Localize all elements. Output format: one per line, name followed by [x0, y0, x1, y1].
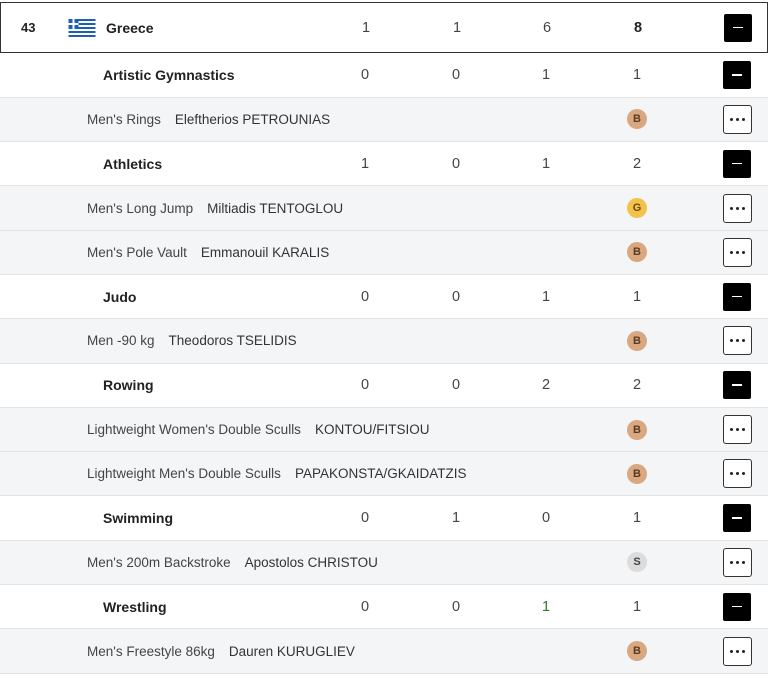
- bronze-medal-icon: B: [627, 242, 647, 262]
- event-row: [0, 408, 768, 452]
- sport-row[interactable]: [0, 275, 768, 319]
- sport-bronze-count: 1: [541, 67, 551, 84]
- sport-name: Artistic Gymnastics: [103, 67, 235, 84]
- athlete-name: Eleftherios PETROUNIAS: [174, 111, 331, 127]
- sport-row[interactable]: [0, 54, 768, 98]
- sport-bronze-count: 0: [541, 510, 551, 527]
- event-label: [87, 112, 330, 127]
- event-row: [0, 452, 768, 496]
- sport-silver-count: 0: [451, 377, 461, 394]
- event-row: [0, 629, 768, 673]
- event-label: [87, 333, 297, 348]
- more-options-button[interactable]: [723, 459, 752, 488]
- minus-icon: [733, 27, 743, 29]
- event-row: [0, 541, 768, 585]
- country-row-greece[interactable]: [0, 2, 768, 53]
- dot-icon: [742, 650, 745, 653]
- dot-icon: [730, 251, 733, 254]
- dot-icon: [736, 472, 739, 475]
- silver-medal-icon: S: [627, 552, 647, 572]
- dot-icon: [742, 118, 745, 121]
- sport-gold-count: 0: [360, 377, 370, 394]
- sport-bronze-count: 1: [541, 598, 551, 615]
- sport-gold-count: 0: [360, 288, 370, 305]
- dot-icon: [742, 428, 745, 431]
- event-name: Men's Long Jump: [87, 200, 194, 216]
- sport-row[interactable]: [0, 585, 768, 629]
- event-name: Men -90 kg: [87, 333, 155, 349]
- country-rank: 43: [21, 20, 36, 35]
- collapse-sport-button[interactable]: [723, 593, 751, 621]
- event-name: Men's Freestyle 86kg: [87, 643, 215, 659]
- minus-icon: [732, 606, 742, 608]
- event-row: [0, 231, 768, 275]
- dot-icon: [742, 207, 745, 210]
- collapse-sport-button[interactable]: [723, 371, 751, 399]
- dot-icon: [730, 207, 733, 210]
- dot-icon: [730, 561, 733, 564]
- dot-icon: [736, 650, 739, 653]
- sport-name: Swimming: [103, 510, 174, 527]
- athlete-name: Emmanouil KARALIS: [200, 244, 330, 260]
- bronze-medal-icon: B: [627, 109, 647, 129]
- country-total-count: 8: [633, 19, 643, 36]
- dot-icon: [736, 428, 739, 431]
- sport-gold-count: 0: [360, 598, 370, 615]
- gold-medal-icon: G: [627, 198, 647, 218]
- sport-gold-count: 0: [360, 67, 370, 84]
- event-label: [87, 466, 466, 481]
- dot-icon: [736, 251, 739, 254]
- event-name: Lightweight Men's Double Sculls: [87, 466, 281, 482]
- more-options-button[interactable]: [723, 326, 752, 355]
- dot-icon: [736, 207, 739, 210]
- country-gold-count: 1: [361, 19, 371, 36]
- minus-icon: [732, 517, 742, 519]
- sport-bronze-count: 1: [541, 155, 551, 172]
- sport-total-count: 1: [632, 288, 642, 305]
- event-name: Lightweight Women's Double Sculls: [87, 422, 301, 438]
- bronze-medal-icon: B: [627, 331, 647, 351]
- event-name: Men's 200m Backstroke: [87, 554, 231, 570]
- athlete-name: Theodoros TSELIDIS: [168, 333, 297, 349]
- sport-total-count: 2: [632, 155, 642, 172]
- more-options-button[interactable]: [723, 194, 752, 223]
- event-label: [87, 644, 355, 659]
- athlete-name: KONTOU/FITSIOU: [314, 422, 430, 438]
- sport-total-count: 2: [632, 377, 642, 394]
- bronze-medal-icon: B: [627, 464, 647, 484]
- sport-name: Rowing: [103, 377, 154, 394]
- athlete-name: Apostolos CHRISTOU: [244, 554, 378, 570]
- sport-silver-count: 0: [451, 598, 461, 615]
- sport-silver-count: 0: [451, 288, 461, 305]
- event-row: [0, 98, 768, 142]
- more-options-button[interactable]: [723, 637, 752, 666]
- sport-row[interactable]: [0, 364, 768, 408]
- event-name: Men's Rings: [87, 111, 161, 127]
- collapse-sport-button[interactable]: [723, 150, 751, 178]
- athlete-name: Miltiadis TENTOGLOU: [207, 200, 344, 216]
- more-options-button[interactable]: [723, 238, 752, 267]
- sport-silver-count: 0: [451, 155, 461, 172]
- sport-total-count: 1: [632, 510, 642, 527]
- event-row: [0, 186, 768, 230]
- minus-icon: [732, 296, 742, 298]
- dot-icon: [736, 118, 739, 121]
- country-silver-count: 1: [452, 19, 462, 36]
- country-name: Greece: [106, 19, 154, 36]
- event-label: [87, 245, 329, 260]
- sport-gold-count: 0: [360, 510, 370, 527]
- event-label: [87, 201, 343, 216]
- collapse-sport-button[interactable]: [723, 61, 751, 89]
- sport-total-count: 1: [632, 598, 642, 615]
- minus-icon: [732, 384, 742, 386]
- dot-icon: [742, 251, 745, 254]
- greece-flag-icon: [68, 19, 96, 37]
- sport-bronze-count: 1: [541, 288, 551, 305]
- athlete-name: PAPAKONSTA/GKAIDATZIS: [294, 466, 467, 482]
- sport-gold-count: 1: [360, 155, 370, 172]
- sport-silver-count: 0: [451, 67, 461, 84]
- sport-total-count: 1: [632, 67, 642, 84]
- more-options-button[interactable]: [723, 105, 752, 134]
- sport-row[interactable]: [0, 497, 768, 541]
- dot-icon: [730, 339, 733, 342]
- bronze-medal-icon: B: [627, 641, 647, 661]
- athlete-name: Dauren KURUGLIEV: [228, 643, 355, 659]
- bronze-medal-icon: B: [627, 420, 647, 440]
- event-row: [0, 319, 768, 363]
- event-label: [87, 422, 429, 437]
- dot-icon: [730, 118, 733, 121]
- event-label: [87, 555, 378, 570]
- more-options-button[interactable]: [723, 548, 752, 577]
- minus-icon: [732, 163, 742, 165]
- dot-icon: [736, 561, 739, 564]
- dot-icon: [730, 650, 733, 653]
- more-options-button[interactable]: [723, 415, 752, 444]
- country-bronze-count: 6: [542, 19, 552, 36]
- collapse-sport-button[interactable]: [723, 504, 751, 532]
- event-name: Men's Pole Vault: [87, 244, 187, 260]
- sport-row[interactable]: [0, 142, 768, 186]
- collapse-sport-button[interactable]: [723, 283, 751, 311]
- sport-bronze-count: 2: [541, 377, 551, 394]
- dot-icon: [742, 339, 745, 342]
- dot-icon: [730, 472, 733, 475]
- sport-name: Judo: [103, 288, 137, 305]
- sport-name: Athletics: [103, 155, 163, 172]
- dot-icon: [736, 339, 739, 342]
- minus-icon: [732, 74, 742, 76]
- dot-icon: [730, 428, 733, 431]
- collapse-country-button[interactable]: [724, 14, 752, 42]
- sport-name: Wrestling: [103, 598, 167, 615]
- dot-icon: [742, 472, 745, 475]
- dot-icon: [742, 561, 745, 564]
- sport-silver-count: 1: [451, 510, 461, 527]
